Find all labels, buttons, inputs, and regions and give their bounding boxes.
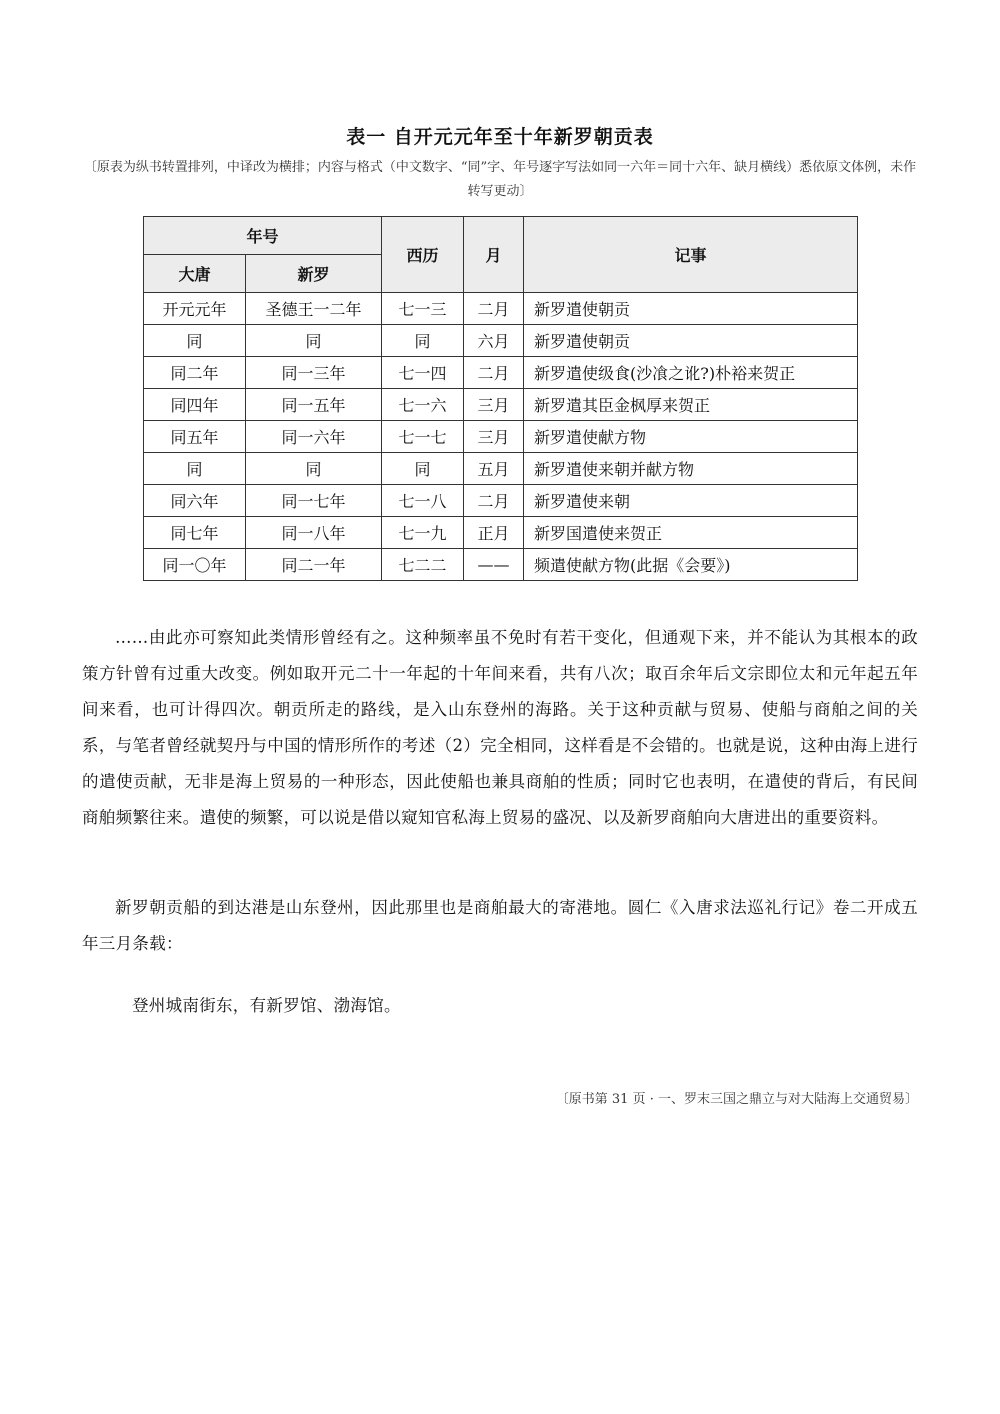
table-row bbox=[144, 421, 858, 453]
table-row bbox=[144, 293, 858, 325]
header-event: 记事 bbox=[524, 217, 858, 293]
cell-silla: 同一五年 bbox=[246, 389, 382, 421]
page-footer: 〔原书第 31 页 · 一、罗末三国之鼎立与对大陆海上交通贸易〕 bbox=[555, 1092, 918, 1107]
translator-note: 〔原表为纵书转置排列，中译改为横排；内容与格式（中文数字、“同”字、年号逐字写法如同一六年＝同十六年、缺月横线）悉依原文体例，未作转写更动〕 bbox=[83, 160, 917, 199]
cell-event: 新罗国遣使来贺正 bbox=[524, 517, 858, 549]
table-row bbox=[144, 517, 858, 549]
cell-tang: 同二年 bbox=[144, 357, 246, 389]
table-row bbox=[144, 389, 858, 421]
cell-month: 三月 bbox=[464, 389, 524, 421]
cell-tang: 同六年 bbox=[144, 485, 246, 517]
cell-western: 同 bbox=[382, 453, 464, 485]
cell-tang: 同 bbox=[144, 325, 246, 357]
body-paragraph-2: 新罗朝贡船的到达港是山东登州，因此那里也是商舶最大的寄港地。圆仁《入唐求法巡礼行记》卷二开成五年三月条载： bbox=[82, 898, 918, 953]
cell-silla: 同一三年 bbox=[246, 357, 382, 389]
cell-western: 七一八 bbox=[382, 485, 464, 517]
cell-month: —— bbox=[464, 549, 524, 581]
cell-event: 新罗遣使朝贡 bbox=[524, 325, 858, 357]
cell-western: 七一三 bbox=[382, 293, 464, 325]
cell-silla: 同一六年 bbox=[246, 421, 382, 453]
table-row bbox=[144, 325, 858, 357]
cell-event: 新罗遣使来朝并献方物 bbox=[524, 453, 858, 485]
tribute-table bbox=[143, 216, 858, 581]
cell-western: 七一七 bbox=[382, 421, 464, 453]
table-title: 表一 自开元元年至十年新罗朝贡表 bbox=[346, 126, 654, 148]
cell-month: 二月 bbox=[464, 293, 524, 325]
cell-tang: 同 bbox=[144, 453, 246, 485]
cell-event: 新罗遣使献方物 bbox=[524, 421, 858, 453]
block-quote: 登州城南街东，有新罗馆、渤海馆。 bbox=[132, 996, 401, 1015]
cell-silla: 同一七年 bbox=[246, 485, 382, 517]
cell-event: 新罗遣使级食(沙飡之讹?)朴裕来贺正 bbox=[524, 357, 858, 389]
table-header bbox=[144, 217, 858, 293]
cell-tang: 同一〇年 bbox=[144, 549, 246, 581]
cell-tang: 同五年 bbox=[144, 421, 246, 453]
cell-silla: 圣德王一二年 bbox=[246, 293, 382, 325]
header-month: 月 bbox=[464, 217, 524, 293]
header-tang: 大唐 bbox=[144, 255, 246, 293]
table-row bbox=[144, 549, 858, 581]
cell-silla: 同二一年 bbox=[246, 549, 382, 581]
cell-western: 七一六 bbox=[382, 389, 464, 421]
cell-tang: 同七年 bbox=[144, 517, 246, 549]
table-row bbox=[144, 453, 858, 485]
header-western-calendar: 西历 bbox=[382, 217, 464, 293]
cell-silla: 同 bbox=[246, 325, 382, 357]
cell-month: 二月 bbox=[464, 485, 524, 517]
header-silla: 新罗 bbox=[246, 255, 382, 293]
cell-western: 七一九 bbox=[382, 517, 464, 549]
table-row bbox=[144, 485, 858, 517]
cell-event: 新罗遣使朝贡 bbox=[524, 293, 858, 325]
cell-month: 六月 bbox=[464, 325, 524, 357]
cell-month: 正月 bbox=[464, 517, 524, 549]
cell-tang: 开元元年 bbox=[144, 293, 246, 325]
cell-western: 七二二 bbox=[382, 549, 464, 581]
cell-month: 三月 bbox=[464, 421, 524, 453]
cell-silla: 同 bbox=[246, 453, 382, 485]
cell-western: 七一四 bbox=[382, 357, 464, 389]
table-row bbox=[144, 357, 858, 389]
cell-silla: 同一八年 bbox=[246, 517, 382, 549]
cell-month: 五月 bbox=[464, 453, 524, 485]
cell-event: 新罗遣使来朝 bbox=[524, 485, 858, 517]
body-paragraph-1: ……由此亦可察知此类情形曾经有之。这种频率虽不免时有若干变化，但通观下来，并不能认为其根本的政策方针曾有过重大改变。例如取开元二十一年起的十年间来看，共有八次；取百余年后文宗即位太和元年起五年间来看，也可计得四次。朝贡所走的路线，是入山东登州的海路。关于这种贡献与贸易、使船与商舶之间的关系，与笔者曾经就契丹与中国的情形所作的考述（2）完全相同，这样看是不会错的。也就是说，这种由海上进行的遣使贡献，无非是海上贸易的一种形态，因此使船也兼具商舶的性质；同时它也表明，在遣使的背后，有民间商舶频繁往来。遣使的频繁，可以说是借以窥知官私海上贸易的盛况、以及新罗商舶向大唐进出的重要资料。 bbox=[82, 628, 918, 827]
cell-event: 频遣使献方物(此据《会要》) bbox=[524, 549, 858, 581]
table-body bbox=[144, 293, 858, 581]
cell-month: 二月 bbox=[464, 357, 524, 389]
header-era: 年号 bbox=[144, 217, 382, 255]
cell-event: 新罗遣其臣金枫厚来贺正 bbox=[524, 389, 858, 421]
cell-western: 同 bbox=[382, 325, 464, 357]
cell-tang: 同四年 bbox=[144, 389, 246, 421]
